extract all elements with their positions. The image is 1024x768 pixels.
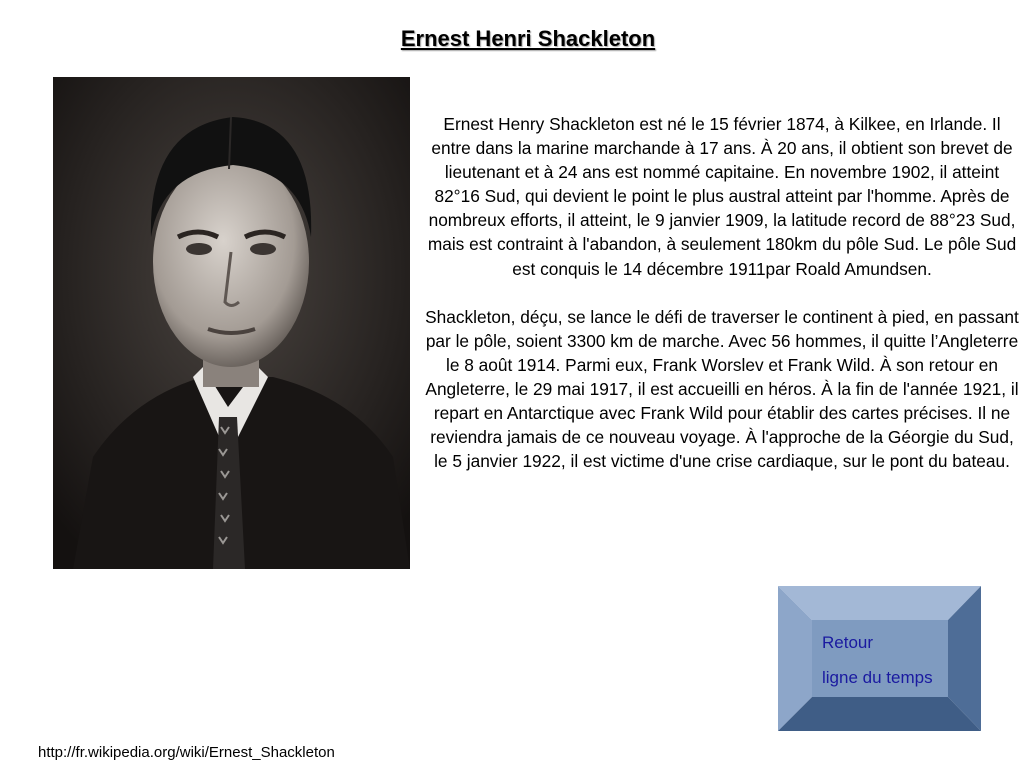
portrait-illustration	[53, 77, 410, 569]
source-link[interactable]: http://fr.wikipedia.org/wiki/Ernest_Shackleton	[38, 744, 335, 761]
portrait-photo	[53, 77, 410, 569]
back-button-label-line-2: ligne du temps	[822, 668, 933, 687]
back-to-timeline-button[interactable]	[778, 586, 981, 731]
page-title: Ernest Henri Shackleton	[400, 26, 656, 51]
back-button-label	[822, 625, 933, 695]
back-button-label-line-1: Retour	[822, 633, 874, 652]
biography-paragraph-2: Shackleton, déçu, se lance le défi de traverser le continent à pied, en passant par le pôle, soient 3300 km de marche. Avec 56 hommes, il quitte l’Angleterre le 8 août 1914. Parmi eux, Frank Worslev et Frank Wild. À son retour en Angleterre, le 29 mai 1917, il est accueilli en héros. À la fin de l'année 1921, il repart en Antarctique avec Frank Wild pour établir des cartes précises. Il ne reviendra jamais de ce nouveau voyage. À l'approche de la Géorgie du Sud, le 5 janvier 1922, il est victime d'une crise cardiaque, sur le pont du bateau.	[425, 306, 1019, 472]
biography-text	[424, 112, 1020, 497]
biography-paragraph-1: Ernest Henry Shackleton est né le 15 février 1874, à Kilkee, en Irlande. Il entre dans la marine marchande à 17 ans. À 20 ans, il obtient son brevet de lieutenant et à 24 ans est nommé capitaine. En novembre 1902, il atteint 82°16 Sud, qui devient le point le plus austral atteint par l'homme. Après de nombreux efforts, il atteint, le 9 janvier 1909, la latitude record de 88°23 Sud, mais est contraint à l'abandon, à seulement 180km du pôle Sud. Le pôle Sud est conquis le 14 décembre 1911par Roald Amundsen.	[427, 114, 1017, 279]
